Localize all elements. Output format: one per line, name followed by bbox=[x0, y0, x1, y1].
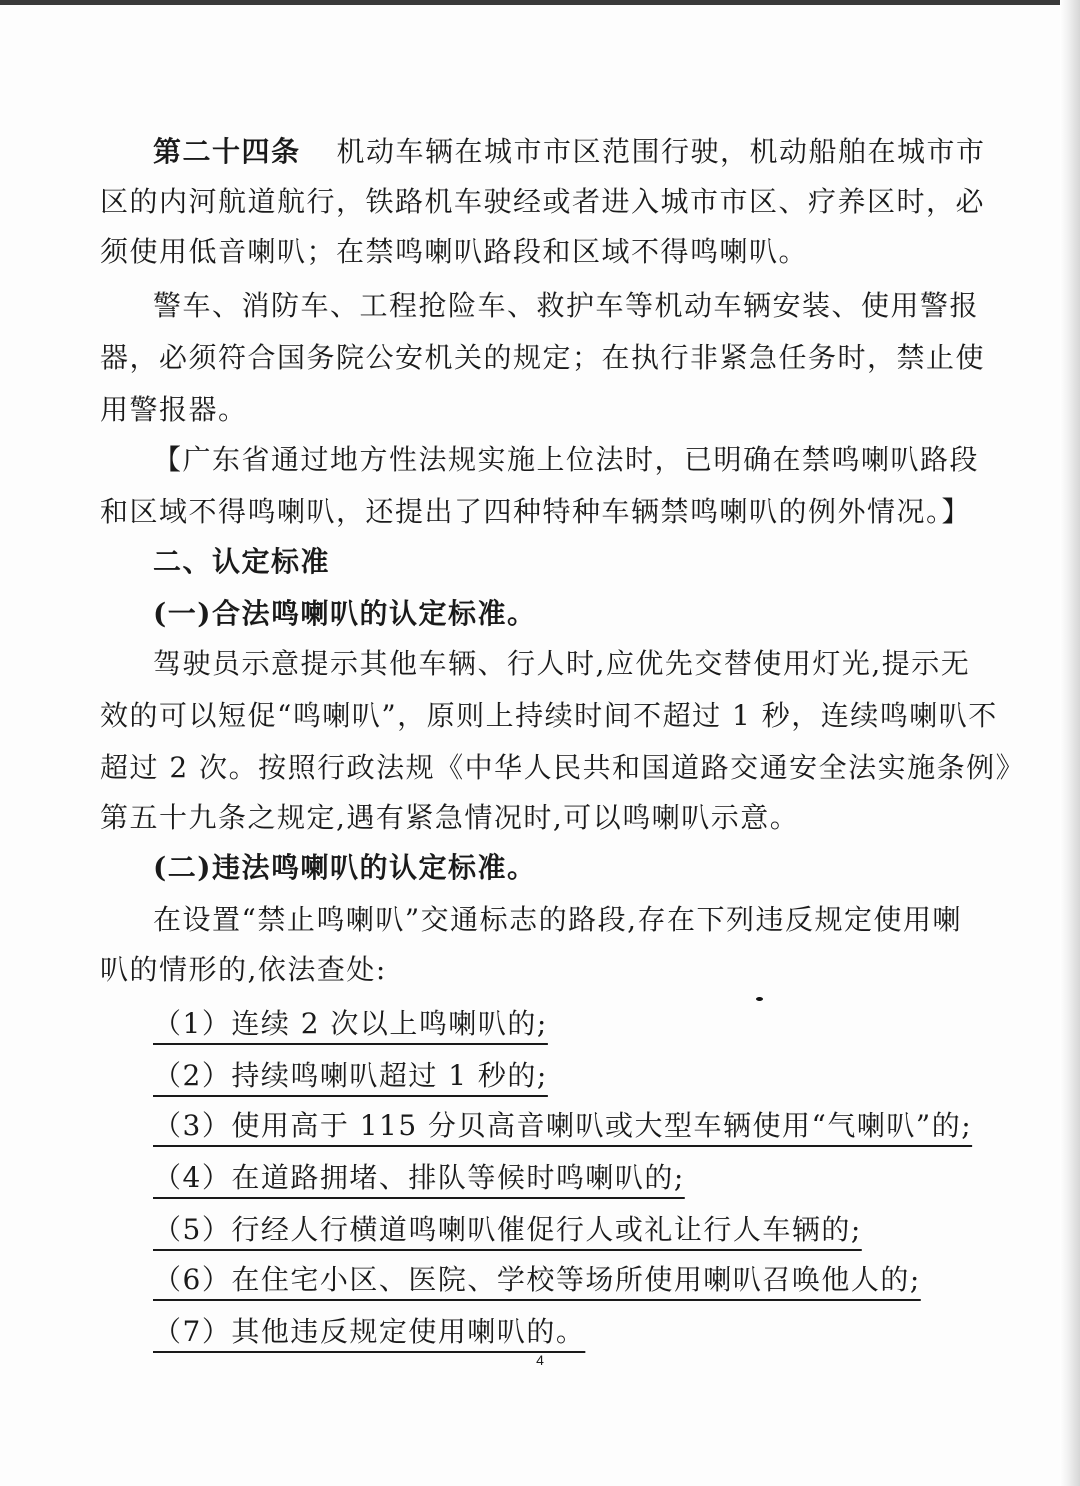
list-item-1: （1）连续 2 次以上鸣喇叭的; bbox=[153, 1007, 548, 1040]
list-item-3: （3）使用高于 115 分贝高音喇叭或大型车辆使用“气喇叭”的; bbox=[153, 1109, 973, 1142]
list-item-7: （7）其他违反规定使用喇叭的。 bbox=[153, 1315, 586, 1348]
sub1-line-2: 效的可以短促“鸣喇叭”，原则上持续时间不超过 1 秒，连续鸣喇叭不 bbox=[100, 699, 998, 732]
scan-top-edge bbox=[0, 0, 1080, 5]
list-item-4: （4）在道路拥堵、排队等候时鸣喇叭的; bbox=[153, 1161, 685, 1194]
para2-line-1: 警车、消防车、工程抢险车、救护车等机动车辆安装、使用警报 bbox=[153, 289, 980, 322]
subsection-1-title: (一)合法鸣喇叭的认定标准。 bbox=[153, 597, 537, 630]
list-item-6: （6）在住宅小区、医院、学校等场所使用喇叭召唤他人的; bbox=[153, 1263, 921, 1296]
list-item-2: （2）持续鸣喇叭超过 1 秒的; bbox=[153, 1059, 548, 1092]
sub2-line-2: 叭的情形的,依法查处: bbox=[100, 953, 387, 986]
sub1-line-4: 第五十九条之规定,遇有紧急情况时,可以鸣喇叭示意。 bbox=[100, 801, 800, 834]
scan-speck bbox=[756, 997, 763, 1001]
article-24-line-1 bbox=[153, 132, 1023, 172]
sub1-line-3: 超过 2 次。按照行政法规《中华人民共和国道路交通安全法实施条例》 bbox=[100, 751, 1026, 784]
para2-line-3: 用警报器。 bbox=[100, 393, 248, 426]
para2-line-2: 器，必须符合国务院公安机关的规定；在执行非紧急任务时，禁止使 bbox=[100, 341, 986, 374]
sub1-line-1: 驾驶员示意提示其他车辆、行人时,应优先交替使用灯光,提示无 bbox=[153, 647, 971, 680]
article-24-line-2: 区的内河航道航行，铁路机车驶经或者进入城市市区、疗养区时，必 bbox=[100, 185, 986, 218]
article-text: 机动车辆在城市市区范围行驶，机动船舶在城市市 bbox=[336, 135, 986, 168]
note-line-1: 【广东省通过地方性法规实施上位法时，已明确在禁鸣喇叭路段 bbox=[153, 443, 980, 476]
note-line-2: 和区域不得鸣喇叭，还提出了四种特种车辆禁鸣喇叭的例外情况。】 bbox=[100, 495, 972, 528]
subsection-2-title: (二)违法鸣喇叭的认定标准。 bbox=[153, 851, 537, 884]
scan-right-edge bbox=[1060, 0, 1080, 1486]
sub2-line-1: 在设置“禁止鸣喇叭”交通标志的路段,存在下列违反规定使用喇 bbox=[153, 903, 963, 936]
list-item-5: （5）行经人行横道鸣喇叭催促行人或礼让行人车辆的; bbox=[153, 1213, 862, 1246]
article-title: 第二十四条 bbox=[153, 135, 301, 168]
article-24-line-3: 须使用低音喇叭；在禁鸣喇叭路段和区域不得鸣喇叭。 bbox=[100, 235, 809, 268]
section-title: 二、认定标准 bbox=[153, 545, 331, 578]
page-number: 4 bbox=[536, 1352, 544, 1368]
